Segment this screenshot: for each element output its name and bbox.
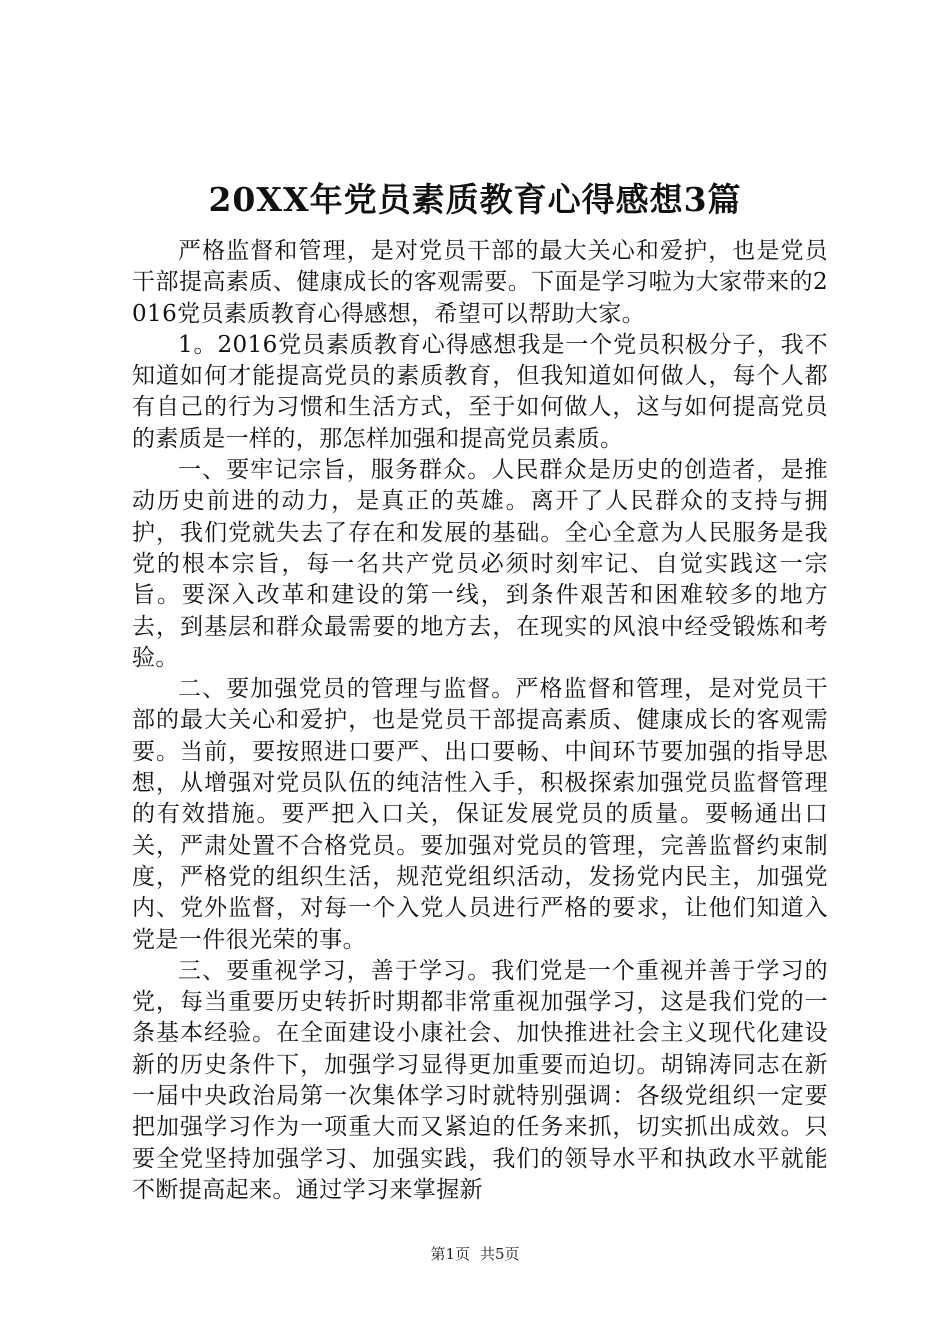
document-title: 20XX年党员素质教育心得感想3篇 (208, 180, 742, 219)
page-footer (0, 1244, 950, 1264)
paragraph-intro: 严格监督和管理，是对党员干部的最大关心和爱护，也是党员干部提高素质、健康成长的客观需要。下面是学习啦为大家带来的2016党员素质教育心得感想，希望可以帮助大家。 (132, 238, 828, 327)
paragraph-section-two: 二、要加强党员的管理与监督。严格监督和管理，是对党员干部的最大关心和爱护，也是党员干部提高素质、健康成长的客观需要。当前，要按照进口要严、出口要畅、中间环节要加强的指导思想，从增强对党员队伍的纯洁性入手，积极探索加强党员监督管理的有效措施。要严把入口关，保证发展党员的质量。要畅通出口关，严肃处置不合格党员。要加强对党员的管理，完善监督约束制度，严格党的组织生活，规范党组织活动，发扬党内民主，加强党内、党外监督，对每一个入党人员进行严格的要求，让他们知道入党是一件很光荣的事。 (132, 676, 828, 953)
paragraph-section-three: 三、要重视学习，善于学习。我们党是一个重视并善于学习的党，每当重要历史转折时期都非常重视加强学习，这是我们党的一条基本经验。在全面建设小康社会、加快推进社会主义现代化建设新的历史条件下，加强学习显得更加重要而迫切。胡锦涛同志在新一届中央政治局第一次集体学习时就特别强调：各级党组织一定要把加强学习作为一项重大而又紧迫的任务来抓，切实抓出成效。只要全党坚持加强学习、加强实践，我们的领导水平和执政水平就能不断提高起来。通过学习来掌握新 (132, 957, 828, 1203)
page-total: 共5页 (480, 1245, 520, 1263)
document-body (132, 236, 828, 1206)
paragraph-section-one: 一、要牢记宗旨，服务群众。人民群众是历史的创造者，是推动历史前进的动力，是真正的英雄。离开了人民群众的支持与拥护，我们党就失去了存在和发展的基础。全心全意为人民服务是我党的根本宗旨，每一名共产党员必须时刻牢记、自觉实践这一宗旨。要深入改革和建设的第一线，到条件艰苦和困难较多的地方去，到基层和群众最需要的地方去，在现实的风浪中经受锻炼和考验。 (132, 457, 828, 671)
page-number: 第1页 (430, 1245, 470, 1263)
paragraph-1: 1。2016党员素质教育心得感想我是一个党员积极分子，我不知道如何才能提高党员的素质教育，但我知道如何做人，每个人都有自己的行为习惯和生活方式，至于如何做人，这与如何提高党员的素质是一样的，那怎样加强和提高党员素质。 (132, 331, 828, 452)
